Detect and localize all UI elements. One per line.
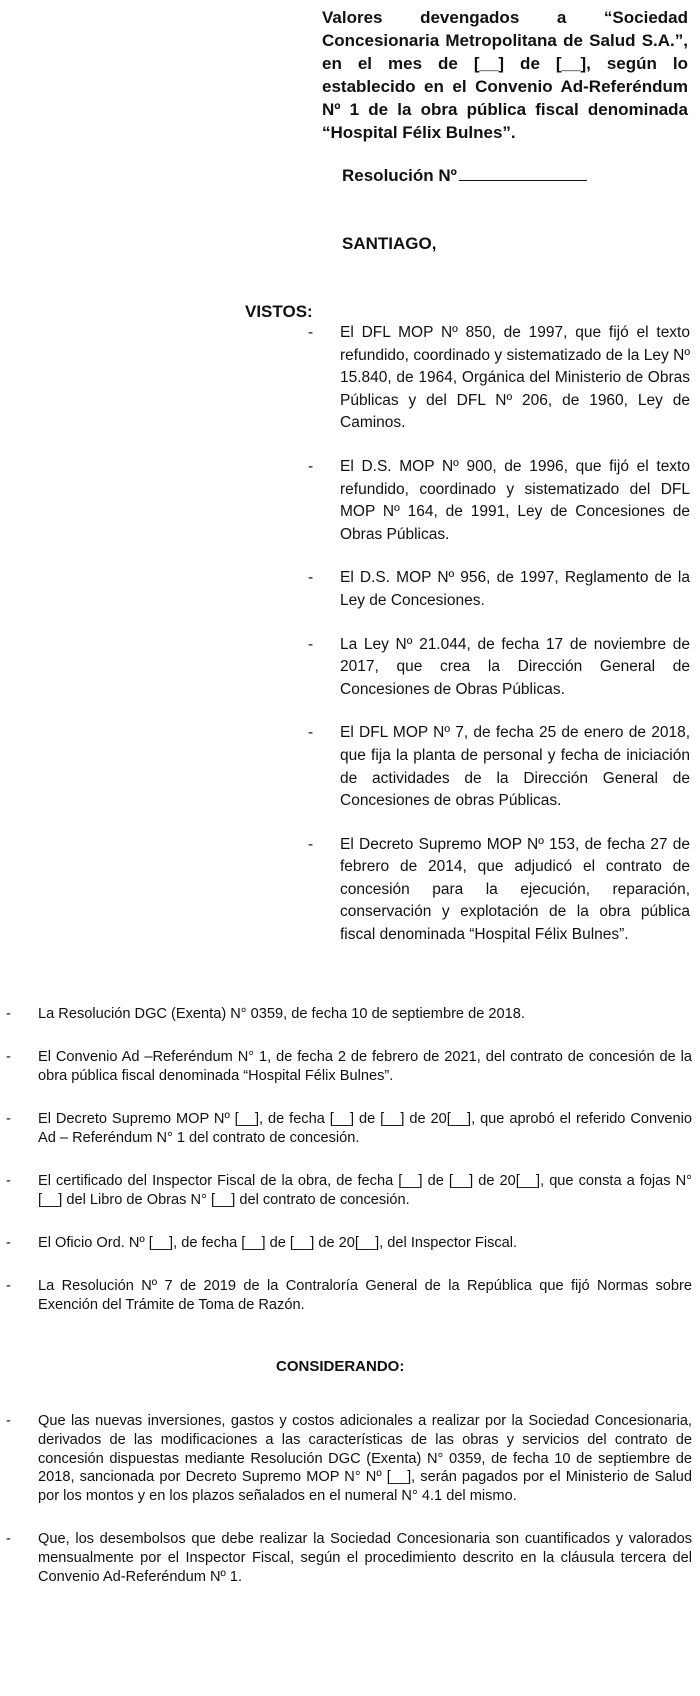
list-item: - El DFL MOP Nº 7, de fecha 25 de enero de 2018, que fija la planta de personal y fecha de iniciación de actividades de la Dirección General de Concesiones de obras Públicas.: [308, 724, 690, 810]
resolution-number-blank: [459, 166, 587, 181]
list-item: - La Resolución Nº 7 de 2019 de la Contraloría General de la República que fijó Normas sobre Exención del Trámite de Toma de Razón.: [6, 1278, 692, 1313]
city-line: SANTIAGO,: [342, 234, 437, 253]
list-item: - Que las nuevas inversiones, gastos y costos adicionales a realizar por la Sociedad Concesionaria, derivados de las modificaciones a las características de las obras y servicios del contrato de concesión dispuestas mediante Resolución DGC (Exenta) N° 0359, de fecha 10 de septiembre de 2018, sancionada por Decreto Supremo MOP N° Nº [__], serán pagados por el Ministerio de Salud por los montos y en los plazos señalados en el numeral N° 4.1 del mismo.: [6, 1413, 692, 1505]
list-item: - El Oficio Ord. Nº [__], de fecha [__] de [__] de 20[__], del Inspector Fiscal.: [6, 1235, 518, 1251]
list-item: - Que, los desembolsos que debe realizar la Sociedad Concesionaria son cuantificados y valorados mensualmente por el Inspector Fiscal, según el procedimiento descrito en la cláusula tercera del Convenio Ad-Referéndum Nº 1.: [6, 1530, 692, 1585]
document-title: Valores devengados a “Sociedad Concesionaria Metropolitana de Salud S.A.”, en el mes de [__] de [__], según lo establecido en el Convenio Ad-Referéndum Nº 1 de la obra pública fiscal denominada “Hospital Félix Bulnes”.: [322, 8, 688, 142]
list-item: - La Ley Nº 21.044, de fecha 17 de noviembre de 2017, que crea la Dirección General de Concesiones de Obras Públicas.: [308, 635, 690, 698]
vistos-extra-list: [6, 1005, 692, 1339]
list-item: - El Decreto Supremo MOP Nº 153, de fecha 27 de febrero de 2014, que adjudicó el contrato de concesión para la ejecución, reparación, conservación y explotación de la obra pública fiscal denominada “Hospital Félix Bulnes”.: [308, 835, 690, 944]
vistos-list: [300, 322, 690, 968]
considerando-list: [6, 1412, 692, 1610]
vistos-heading: VISTOS:: [245, 302, 313, 321]
list-item: - El certificado del Inspector Fiscal de la obra, de fecha [__] de [__] de 20[__], que consta a fojas N° [__] del Libro de Obras N° [__] del contrato de concesión.: [6, 1173, 692, 1208]
considerando-heading: CONSIDERANDO:: [276, 1358, 405, 1375]
list-item: - La Resolución DGC (Exenta) N° 0359, de fecha 10 de septiembre de 2018.: [6, 1006, 525, 1022]
list-item: - El DFL MOP Nº 850, de 1997, que fijó el texto refundido, coordinado y sistematizado de la Ley Nº 15.840, de 1964, Orgánica del Ministerio de Obras Públicas y del DFL Nº 206, de 1960, Ley de Caminos.: [308, 324, 690, 432]
list-item: - El D.S. MOP Nº 956, de 1997, Reglamento de la Ley de Concesiones.: [308, 569, 690, 609]
resolution-label: Resolución Nº: [342, 166, 457, 185]
list-item: - El Convenio Ad –Referéndum N° 1, de fecha 2 de febrero de 2021, del contrato de concesión de la obra pública fiscal denominada “Hospital Félix Bulnes”.: [6, 1049, 692, 1084]
list-item: - El D.S. MOP Nº 900, de 1996, que fijó el texto refundido, coordinado y sistematizado del DFL MOP Nº 164, de 1991, Ley de Concesiones de Obras Públicas.: [308, 457, 690, 543]
list-item: - El Decreto Supremo MOP Nº [__], de fecha [__] de [__] de 20[__], que aprobó el referido Convenio Ad – Referéndum N° 1 del contrato de concesión.: [6, 1111, 692, 1146]
resolution-number-line: [342, 164, 587, 187]
